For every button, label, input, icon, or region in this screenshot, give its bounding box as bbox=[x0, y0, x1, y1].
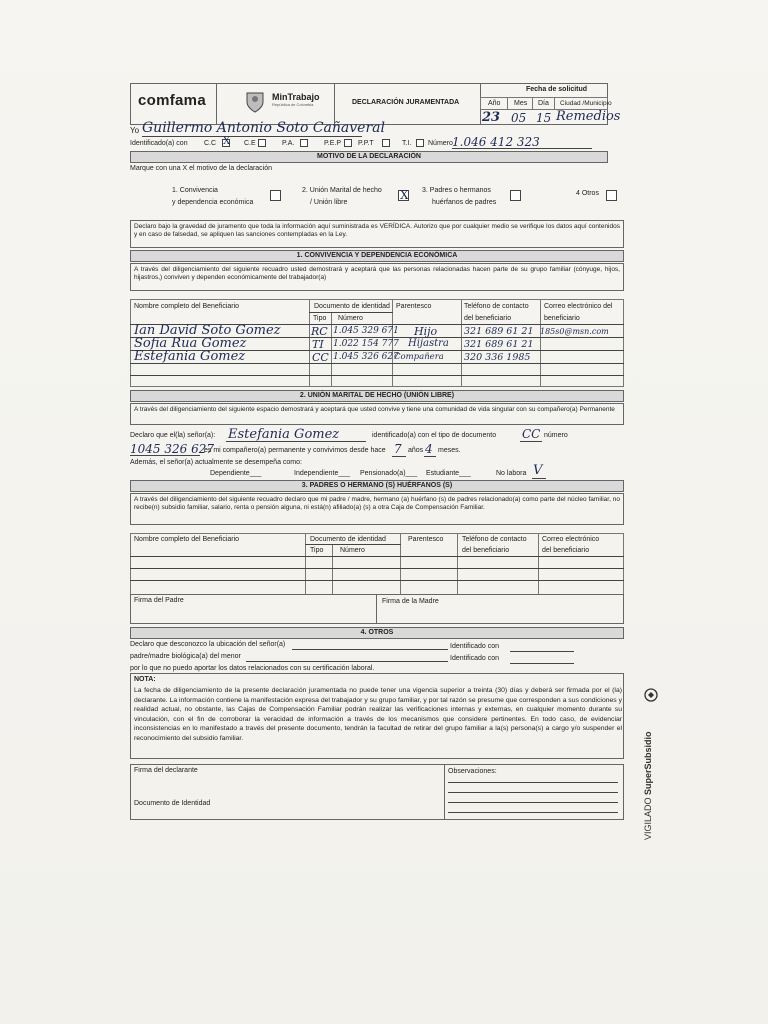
checkbox-ti[interactable] bbox=[416, 139, 424, 147]
declaro-statement: Declaro bajo la gravedad de juramento que toda la información aquí suministrada es VERÍDICA. Autorizo que por cualquier medio se verifique los datos aquí contenidos y en caso de falsedad, se apliquen las sanciones contempladas en la Ley. bbox=[134, 223, 620, 238]
partner-name: Estefania Gomez bbox=[228, 427, 340, 442]
motivo-instruction: Marque con una X el motivo de la declaración bbox=[130, 165, 273, 172]
fecha-day: 15 bbox=[536, 111, 552, 125]
table-row: Ian David Soto Gomez bbox=[134, 323, 281, 338]
mintrabajo-logo: MinTrabajo bbox=[272, 92, 320, 102]
months-value: 4 bbox=[425, 442, 433, 456]
checkbox-union-marital[interactable]: X bbox=[400, 188, 409, 202]
table-row: Estefania Gomez bbox=[134, 349, 246, 364]
firma-madre-label: Firma de la Madre bbox=[382, 598, 439, 605]
section4-header: 4. OTROS bbox=[130, 627, 624, 639]
fecha-month: 05 bbox=[511, 111, 527, 125]
fecha-city: Remedios bbox=[556, 109, 621, 124]
checkbox-ppt[interactable] bbox=[382, 139, 390, 147]
firma-declarante-label: Firma del declarante bbox=[134, 767, 198, 774]
colombia-shield-icon bbox=[244, 90, 266, 114]
no-labora-mark: V bbox=[533, 463, 543, 478]
partner-doc-number: 1045 326 627 bbox=[130, 442, 214, 456]
partner-doc-type: CC bbox=[522, 427, 541, 441]
document-title: DECLARACIÓN JURAMENTADA bbox=[352, 99, 460, 106]
declaration-form: comfama MinTrabajo República de Colombia DECLARACIÓN JURAMENTADA Fecha de solicitud Año Mes Día Ciudad /Municipio 23 05 15 Remedios Yo Guillermo Antonio Soto Cañaveral Identificado(a) con C.C X C.E P.A. P.E.P P.P.T T.I. Número 1.046 412 323 MOTIVO DE LA DECLARACIÓN Marque con una X el motivo de la declaración 1. Convivencia y dependencia económica 2. Unión Marital de hecho / Unión libre X 3. Padres o hermanos huérfanos de padres 4 Otros Declaro bajo la gravedad de juramento que toda la información aquí suministrada es VERÍDICA. Autorizo que por cualquier medio se verifique los datos aquí contenidos y en caso de falsedad, se apliquen las sanciones contempladas en la Ley. 1. CONVIVENCIA Y DEPENDENCIA ECONÓMICA A través del diligenciamiento del siguiente recuadro usted demostrará y aceptará que las personas relacionadas hacen parte de su grupo familiar (cónyuge, hijos, hijastros,) conviven y dependen económicamente del trabajador(a) Nombre completo del Beneficiario Documento de identidad Tipo Número Parentesco Teléfono de contacto del beneficiario Correo electrónico del beneficiario Ian David Soto Gomez RC 1.045 329 671 Hijo 321 689 61 21 185s0@msn.com Sofia Rua Gomez TI 1.022 154 777 Hijastra 321 689 61 21 Estefania Gomez CC 1.045 326 627 Compañera 320 336 1985 2. UNIÓN MARITAL DE HECHO (UNIÓN LIBRE) A través del diligenciamiento del siguiente espacio demostrará y aceptará que usted convive y tiene una comunidad de vida singular con su compañero(a) Permanente Declaro que el(la) señor(a): Estefania Gomez identificado(a) con el tipo de documento CC número 1045 326 627 es mi compañero(a) permanente y convivimos desde hace 7 años 4 meses. Además, el señor(a) actualmente se desempeña como: Dependiente___ Independiente___ Pensionado(a)___ Estudiante___ No labora V 3. PADRES O HERMANO (S) HUÉRFANOS (S) A través del diligenciamiento del siguiente recuadro declaro que mi padre / madre, hermano (a) huérfano (s) de padres relacionado(a) como parte del núcleo familiar, no recibe(n) subsidio familiar, salario, renta o pensión alguna, ni está(n) afiliado(a) (s) a otra Caja de Compensación Familiar. Nombre completo del Beneficiario Documento de identidad Tipo Número Parentesco Teléfono de contacto del beneficiario Correo electrónico del beneficiario Firma del Padre Firma de la Madre 4. OTROS Declaro que desconozco la ubicación del señor(a) Identificado con padre/madre biológica(a) del menor Identificado con por lo que no puedo aportar los datos relacionados con su certificación laboral. NOTA: La fecha de diligenciamiento de la presente declaración juramentada no puede tener una vigencia superior a treinta (30) días y deberá ser firmada por el (la) declarante. La información contiene la manifestación expresa del trabajador y su grupo familiar, y por tal razón se presume que corresponden a sus condiciones y realidad actual, no obstante, las Cajas de Compensación Familiar podrán realizar las verificaciones internas y externas, en cualquier momento durante su vinculación, con el fin de corroborar la veracidad de información a través de los mecanismos que considere pertinentes. En todo caso, de evidenciar inconsistencias en lo manifestado a través del presente documento, tendrán la facultad de retirar del grupo familiar a la(s) persona(s) a cargo y/o suspender el reconocimiento del subsidio familiar. Firma del declarante Documento de Identidad Observaciones: bbox=[126, 80, 638, 825]
declarant-document-number: 1.046 412 323 bbox=[452, 135, 540, 149]
fecha-year: 23 bbox=[482, 110, 501, 125]
checkbox-pep[interactable] bbox=[344, 139, 352, 147]
years-value: 7 bbox=[394, 442, 402, 456]
vigilado-supersubsidio: VIGILADO SuperSubsidio bbox=[643, 731, 653, 840]
checkbox-pa[interactable] bbox=[300, 139, 308, 147]
section1-header: 1. CONVIVENCIA Y DEPENDENCIA ECONÓMICA bbox=[130, 250, 624, 262]
motivo-header: MOTIVO DE LA DECLARACIÓN bbox=[130, 151, 608, 163]
checkbox-padres-hermanos[interactable] bbox=[510, 190, 521, 201]
declarant-name: Guillermo Antonio Soto Cañaveral bbox=[142, 120, 385, 136]
section3-header: 3. PADRES O HERMANO (S) HUÉRFANOS (S) bbox=[130, 480, 624, 492]
nota-text: La fecha de diligenciamiento de la presente declaración juramentada no puede tener una vigencia superior a treinta (30) días y deberá ser firmada por el (la) declarante. La información contiene la manifestación expresa del trabajador y su grupo familiar, y por tal razón se presume que corresponden a sus condiciones y realidad actual, no obstante, las Cajas de Compensación Familiar podrán realizar las verificaciones internas y externas, en cualquier momento durante su vinculación, con el fin de corroborar la veracidad de información a través de los mecanismos que considere pertinentes. En todo caso, de evidenciar inconsistencias en lo manifestado a través del presente documento, tendrán la facultad de retirar del grupo familiar a la(s) persona(s) a cargo y/o suspender el reconocimiento del subsidio familiar. bbox=[134, 687, 622, 742]
checkbox-ce[interactable] bbox=[258, 139, 266, 147]
firma-padre-label: Firma del Padre bbox=[134, 597, 184, 604]
table-row: Sofia Rua Gomez bbox=[134, 336, 247, 351]
checkbox-convivencia[interactable] bbox=[270, 190, 281, 201]
section2-header: 2. UNIÓN MARITAL DE HECHO (UNIÓN LIBRE) bbox=[130, 390, 624, 402]
checkbox-otros[interactable] bbox=[606, 190, 617, 201]
comfama-logo: comfama bbox=[138, 92, 206, 109]
observaciones-label: Observaciones: bbox=[448, 768, 497, 775]
doc-identidad-label: Documento de Identidad bbox=[134, 800, 211, 807]
fecha-label: Fecha de solicitud bbox=[526, 86, 588, 93]
checkbox-cc[interactable]: X bbox=[223, 136, 231, 147]
nota-title: NOTA: bbox=[134, 676, 156, 683]
